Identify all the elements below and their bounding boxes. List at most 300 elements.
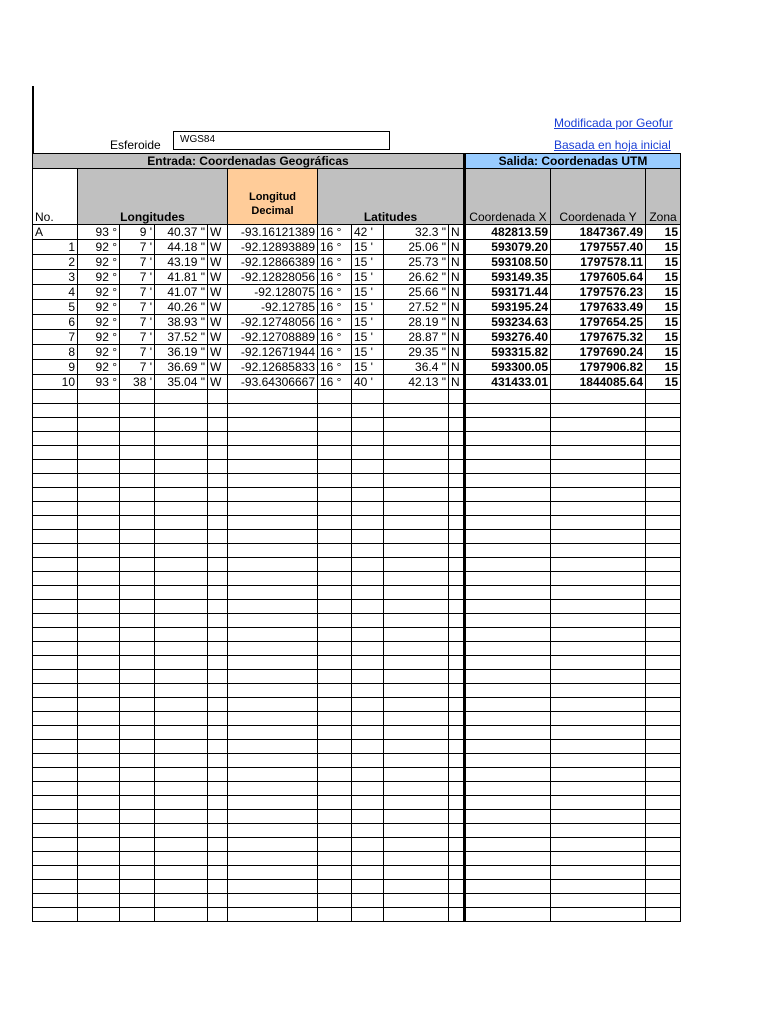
empty-cell[interactable] (318, 418, 352, 432)
empty-cell[interactable] (384, 726, 449, 740)
empty-cell[interactable] (449, 614, 465, 628)
empty-cell[interactable] (78, 530, 120, 544)
empty-cell[interactable] (646, 418, 681, 432)
empty-cell[interactable] (646, 866, 681, 880)
empty-cell[interactable] (352, 404, 384, 418)
empty-cell[interactable] (551, 544, 646, 558)
empty-cell[interactable] (465, 768, 551, 782)
empty-cell[interactable] (465, 628, 551, 642)
cell-coord-y[interactable]: 1797906.82 (551, 360, 646, 375)
empty-cell[interactable] (449, 656, 465, 670)
empty-cell[interactable] (551, 446, 646, 460)
empty-cell[interactable] (33, 390, 78, 404)
empty-cell[interactable] (208, 614, 228, 628)
empty-cell[interactable] (78, 572, 120, 586)
cell-coord-x[interactable]: 593149.35 (465, 270, 551, 285)
cell-lat-deg[interactable]: 16 ° (318, 360, 352, 375)
empty-cell[interactable] (78, 446, 120, 460)
empty-cell[interactable] (646, 642, 681, 656)
cell-lon-deg[interactable]: 93 ° (78, 225, 120, 240)
empty-cell[interactable] (384, 404, 449, 418)
empty-cell[interactable] (551, 782, 646, 796)
empty-cell[interactable] (384, 754, 449, 768)
cell-lon-decimal[interactable]: -92.128075 (228, 285, 318, 300)
cell-lat-dir[interactable]: N (449, 240, 465, 255)
cell-lat-sec[interactable]: 28.19 " (384, 315, 449, 330)
empty-cell[interactable] (228, 824, 318, 838)
empty-cell[interactable] (646, 670, 681, 684)
empty-cell[interactable] (120, 390, 155, 404)
cell-lat-min[interactable]: 15 ' (352, 360, 384, 375)
empty-cell[interactable] (318, 628, 352, 642)
cell-lon-sec[interactable]: 41.07 " (155, 285, 208, 300)
cell-coord-x[interactable]: 593315.82 (465, 345, 551, 360)
cell-lon-deg[interactable]: 92 ° (78, 345, 120, 360)
empty-cell[interactable] (551, 474, 646, 488)
empty-cell[interactable] (318, 488, 352, 502)
empty-cell[interactable] (33, 474, 78, 488)
empty-cell[interactable] (352, 642, 384, 656)
empty-cell[interactable] (208, 628, 228, 642)
cell-lon-dir[interactable]: W (208, 300, 228, 315)
empty-cell[interactable] (155, 488, 208, 502)
empty-cell[interactable] (449, 488, 465, 502)
empty-cell[interactable] (33, 544, 78, 558)
empty-cell[interactable] (551, 740, 646, 754)
empty-cell[interactable] (120, 544, 155, 558)
empty-cell[interactable] (646, 572, 681, 586)
empty-cell[interactable] (551, 572, 646, 586)
empty-cell[interactable] (551, 684, 646, 698)
empty-cell[interactable] (228, 516, 318, 530)
cell-lat-deg[interactable]: 16 ° (318, 315, 352, 330)
empty-cell[interactable] (120, 740, 155, 754)
empty-cell[interactable] (155, 418, 208, 432)
empty-cell[interactable] (120, 824, 155, 838)
empty-cell[interactable] (318, 866, 352, 880)
empty-cell[interactable] (551, 586, 646, 600)
empty-cell[interactable] (78, 516, 120, 530)
empty-cell[interactable] (384, 796, 449, 810)
empty-cell[interactable] (78, 558, 120, 572)
empty-cell[interactable] (465, 530, 551, 544)
empty-cell[interactable] (78, 880, 120, 894)
empty-cell[interactable] (646, 390, 681, 404)
empty-cell[interactable] (208, 782, 228, 796)
cell-lon-decimal[interactable]: -93.16121389 (228, 225, 318, 240)
cell-lon-decimal[interactable]: -92.12708889 (228, 330, 318, 345)
empty-cell[interactable] (78, 502, 120, 516)
empty-cell[interactable] (646, 614, 681, 628)
empty-cell[interactable] (33, 628, 78, 642)
cell-lon-sec[interactable]: 43.19 " (155, 255, 208, 270)
empty-cell[interactable] (384, 656, 449, 670)
empty-cell[interactable] (33, 432, 78, 446)
cell-lat-min[interactable]: 15 ' (352, 240, 384, 255)
empty-cell[interactable] (228, 446, 318, 460)
empty-cell[interactable] (352, 558, 384, 572)
empty-cell[interactable] (352, 530, 384, 544)
empty-cell[interactable] (465, 586, 551, 600)
cell-lat-sec[interactable]: 29.35 " (384, 345, 449, 360)
empty-cell[interactable] (384, 600, 449, 614)
empty-cell[interactable] (465, 502, 551, 516)
empty-cell[interactable] (465, 488, 551, 502)
cell-no[interactable]: 8 (33, 345, 78, 360)
empty-cell[interactable] (646, 852, 681, 866)
cell-lon-sec[interactable]: 44.18 " (155, 240, 208, 255)
empty-cell[interactable] (449, 796, 465, 810)
empty-cell[interactable] (318, 782, 352, 796)
empty-cell[interactable] (78, 656, 120, 670)
empty-cell[interactable] (33, 782, 78, 796)
empty-cell[interactable] (551, 712, 646, 726)
empty-cell[interactable] (318, 390, 352, 404)
empty-cell[interactable] (228, 670, 318, 684)
empty-cell[interactable] (120, 404, 155, 418)
empty-cell[interactable] (155, 642, 208, 656)
cell-lat-deg[interactable]: 16 ° (318, 345, 352, 360)
empty-cell[interactable] (352, 852, 384, 866)
empty-cell[interactable] (384, 530, 449, 544)
empty-cell[interactable] (352, 824, 384, 838)
cell-lon-decimal[interactable]: -92.12685833 (228, 360, 318, 375)
cell-lat-min[interactable]: 15 ' (352, 270, 384, 285)
empty-cell[interactable] (646, 446, 681, 460)
empty-cell[interactable] (228, 488, 318, 502)
empty-cell[interactable] (646, 782, 681, 796)
empty-cell[interactable] (551, 670, 646, 684)
cell-lon-deg[interactable]: 92 ° (78, 300, 120, 315)
empty-cell[interactable] (551, 642, 646, 656)
cell-lon-decimal[interactable]: -92.12785 (228, 300, 318, 315)
empty-cell[interactable] (449, 698, 465, 712)
empty-cell[interactable] (78, 404, 120, 418)
empty-cell[interactable] (120, 642, 155, 656)
empty-cell[interactable] (78, 782, 120, 796)
empty-cell[interactable] (33, 698, 78, 712)
empty-cell[interactable] (318, 810, 352, 824)
empty-cell[interactable] (120, 474, 155, 488)
empty-cell[interactable] (551, 824, 646, 838)
empty-cell[interactable] (155, 558, 208, 572)
cell-coord-x[interactable]: 593171.44 (465, 285, 551, 300)
empty-cell[interactable] (318, 446, 352, 460)
empty-cell[interactable] (120, 558, 155, 572)
empty-cell[interactable] (155, 530, 208, 544)
empty-cell[interactable] (228, 894, 318, 908)
cell-lon-min[interactable]: 7 ' (120, 285, 155, 300)
empty-cell[interactable] (228, 656, 318, 670)
empty-cell[interactable] (318, 432, 352, 446)
empty-cell[interactable] (646, 824, 681, 838)
cell-lon-min[interactable]: 7 ' (120, 270, 155, 285)
empty-cell[interactable] (551, 768, 646, 782)
empty-cell[interactable] (33, 880, 78, 894)
cell-lat-min[interactable]: 15 ' (352, 330, 384, 345)
empty-cell[interactable] (120, 446, 155, 460)
modified-by-link[interactable]: Modificada por Geofur (554, 116, 673, 130)
empty-cell[interactable] (155, 908, 208, 922)
cell-lon-deg[interactable]: 92 ° (78, 285, 120, 300)
empty-cell[interactable] (465, 796, 551, 810)
empty-cell[interactable] (120, 866, 155, 880)
empty-cell[interactable] (646, 488, 681, 502)
empty-cell[interactable] (465, 446, 551, 460)
empty-cell[interactable] (208, 908, 228, 922)
empty-cell[interactable] (318, 530, 352, 544)
empty-cell[interactable] (155, 824, 208, 838)
cell-lon-dir[interactable]: W (208, 270, 228, 285)
empty-cell[interactable] (120, 852, 155, 866)
empty-cell[interactable] (384, 782, 449, 796)
empty-cell[interactable] (155, 432, 208, 446)
cell-lon-sec[interactable]: 36.69 " (155, 360, 208, 375)
cell-lon-dir[interactable]: W (208, 330, 228, 345)
empty-cell[interactable] (78, 838, 120, 852)
cell-lat-min[interactable]: 42 ' (352, 225, 384, 240)
empty-cell[interactable] (352, 880, 384, 894)
empty-cell[interactable] (33, 726, 78, 740)
empty-cell[interactable] (155, 726, 208, 740)
empty-cell[interactable] (465, 810, 551, 824)
cell-zone[interactable]: 15 (646, 285, 681, 300)
empty-cell[interactable] (208, 768, 228, 782)
empty-cell[interactable] (646, 894, 681, 908)
empty-cell[interactable] (228, 908, 318, 922)
empty-cell[interactable] (465, 880, 551, 894)
empty-cell[interactable] (208, 460, 228, 474)
empty-cell[interactable] (465, 698, 551, 712)
empty-cell[interactable] (78, 866, 120, 880)
empty-cell[interactable] (318, 614, 352, 628)
cell-lat-dir[interactable]: N (449, 330, 465, 345)
cell-lon-decimal[interactable]: -92.12866389 (228, 255, 318, 270)
cell-lon-deg[interactable]: 92 ° (78, 330, 120, 345)
cell-lat-dir[interactable]: N (449, 300, 465, 315)
empty-cell[interactable] (465, 642, 551, 656)
cell-lat-deg[interactable]: 16 ° (318, 270, 352, 285)
empty-cell[interactable] (318, 684, 352, 698)
empty-cell[interactable] (33, 642, 78, 656)
empty-cell[interactable] (208, 390, 228, 404)
empty-cell[interactable] (449, 838, 465, 852)
empty-cell[interactable] (120, 894, 155, 908)
empty-cell[interactable] (208, 516, 228, 530)
empty-cell[interactable] (384, 908, 449, 922)
empty-cell[interactable] (155, 866, 208, 880)
empty-cell[interactable] (120, 432, 155, 446)
empty-cell[interactable] (449, 726, 465, 740)
cell-no[interactable]: 2 (33, 255, 78, 270)
cell-lon-deg[interactable]: 92 ° (78, 240, 120, 255)
empty-cell[interactable] (78, 810, 120, 824)
empty-cell[interactable] (465, 838, 551, 852)
empty-cell[interactable] (465, 824, 551, 838)
empty-cell[interactable] (352, 460, 384, 474)
cell-coord-y[interactable]: 1797605.64 (551, 270, 646, 285)
empty-cell[interactable] (155, 782, 208, 796)
empty-cell[interactable] (33, 418, 78, 432)
empty-cell[interactable] (384, 824, 449, 838)
empty-cell[interactable] (449, 894, 465, 908)
empty-cell[interactable] (78, 894, 120, 908)
empty-cell[interactable] (465, 474, 551, 488)
empty-cell[interactable] (228, 586, 318, 600)
cell-lat-min[interactable]: 40 ' (352, 375, 384, 390)
empty-cell[interactable] (384, 838, 449, 852)
empty-cell[interactable] (228, 810, 318, 824)
empty-cell[interactable] (78, 544, 120, 558)
empty-cell[interactable] (646, 530, 681, 544)
empty-cell[interactable] (352, 614, 384, 628)
cell-zone[interactable]: 15 (646, 315, 681, 330)
empty-cell[interactable] (318, 586, 352, 600)
empty-cell[interactable] (646, 516, 681, 530)
cell-coord-x[interactable]: 431433.01 (465, 375, 551, 390)
empty-cell[interactable] (318, 656, 352, 670)
empty-cell[interactable] (228, 726, 318, 740)
cell-lat-min[interactable]: 15 ' (352, 300, 384, 315)
empty-cell[interactable] (155, 894, 208, 908)
cell-no[interactable]: 9 (33, 360, 78, 375)
empty-cell[interactable] (78, 586, 120, 600)
empty-cell[interactable] (228, 530, 318, 544)
empty-cell[interactable] (449, 502, 465, 516)
empty-cell[interactable] (155, 586, 208, 600)
empty-cell[interactable] (318, 754, 352, 768)
empty-cell[interactable] (318, 908, 352, 922)
empty-cell[interactable] (155, 838, 208, 852)
empty-cell[interactable] (465, 866, 551, 880)
cell-lon-deg[interactable]: 92 ° (78, 315, 120, 330)
empty-cell[interactable] (155, 852, 208, 866)
empty-cell[interactable] (646, 586, 681, 600)
cell-zone[interactable]: 15 (646, 225, 681, 240)
empty-cell[interactable] (551, 796, 646, 810)
empty-cell[interactable] (551, 390, 646, 404)
empty-cell[interactable] (465, 516, 551, 530)
cell-zone[interactable]: 15 (646, 375, 681, 390)
empty-cell[interactable] (208, 600, 228, 614)
empty-cell[interactable] (465, 712, 551, 726)
empty-cell[interactable] (384, 544, 449, 558)
empty-cell[interactable] (352, 684, 384, 698)
empty-cell[interactable] (208, 838, 228, 852)
empty-cell[interactable] (384, 768, 449, 782)
empty-cell[interactable] (318, 404, 352, 418)
empty-cell[interactable] (120, 908, 155, 922)
empty-cell[interactable] (120, 628, 155, 642)
empty-cell[interactable] (120, 488, 155, 502)
cell-coord-y[interactable]: 1844085.64 (551, 375, 646, 390)
cell-lon-dir[interactable]: W (208, 225, 228, 240)
empty-cell[interactable] (78, 432, 120, 446)
empty-cell[interactable] (120, 614, 155, 628)
empty-cell[interactable] (78, 726, 120, 740)
empty-cell[interactable] (352, 502, 384, 516)
cell-lat-min[interactable]: 15 ' (352, 315, 384, 330)
empty-cell[interactable] (384, 810, 449, 824)
empty-cell[interactable] (646, 600, 681, 614)
empty-cell[interactable] (384, 572, 449, 586)
empty-cell[interactable] (384, 460, 449, 474)
cell-zone[interactable]: 15 (646, 255, 681, 270)
empty-cell[interactable] (384, 866, 449, 880)
empty-cell[interactable] (228, 390, 318, 404)
cell-lat-dir[interactable]: N (449, 285, 465, 300)
empty-cell[interactable] (318, 642, 352, 656)
empty-cell[interactable] (449, 684, 465, 698)
empty-cell[interactable] (449, 810, 465, 824)
empty-cell[interactable] (33, 852, 78, 866)
cell-lat-dir[interactable]: N (449, 255, 465, 270)
empty-cell[interactable] (120, 768, 155, 782)
empty-cell[interactable] (228, 418, 318, 432)
cell-lat-min[interactable]: 15 ' (352, 345, 384, 360)
empty-cell[interactable] (208, 810, 228, 824)
empty-cell[interactable] (465, 614, 551, 628)
empty-cell[interactable] (208, 866, 228, 880)
empty-cell[interactable] (78, 824, 120, 838)
cell-lat-dir[interactable]: N (449, 225, 465, 240)
cell-coord-x[interactable]: 593234.63 (465, 315, 551, 330)
empty-cell[interactable] (465, 670, 551, 684)
empty-cell[interactable] (551, 516, 646, 530)
empty-cell[interactable] (646, 880, 681, 894)
empty-cell[interactable] (208, 880, 228, 894)
cell-lat-dir[interactable]: N (449, 315, 465, 330)
empty-cell[interactable] (120, 726, 155, 740)
empty-cell[interactable] (78, 684, 120, 698)
empty-cell[interactable] (352, 656, 384, 670)
cell-no[interactable]: 7 (33, 330, 78, 345)
cell-lon-decimal[interactable]: -92.12671944 (228, 345, 318, 360)
empty-cell[interactable] (78, 908, 120, 922)
empty-cell[interactable] (352, 670, 384, 684)
empty-cell[interactable] (465, 432, 551, 446)
cell-lon-decimal[interactable]: -92.12748056 (228, 315, 318, 330)
empty-cell[interactable] (551, 894, 646, 908)
empty-cell[interactable] (646, 628, 681, 642)
empty-cell[interactable] (33, 838, 78, 852)
cell-zone[interactable]: 15 (646, 240, 681, 255)
empty-cell[interactable] (384, 740, 449, 754)
empty-cell[interactable] (208, 502, 228, 516)
cell-zone[interactable]: 15 (646, 300, 681, 315)
empty-cell[interactable] (318, 670, 352, 684)
empty-cell[interactable] (352, 768, 384, 782)
empty-cell[interactable] (208, 474, 228, 488)
cell-coord-y[interactable]: 1797557.40 (551, 240, 646, 255)
empty-cell[interactable] (318, 726, 352, 740)
empty-cell[interactable] (208, 572, 228, 586)
cell-lon-sec[interactable]: 36.19 " (155, 345, 208, 360)
empty-cell[interactable] (551, 530, 646, 544)
empty-cell[interactable] (352, 586, 384, 600)
empty-cell[interactable] (551, 852, 646, 866)
empty-cell[interactable] (646, 726, 681, 740)
empty-cell[interactable] (465, 726, 551, 740)
empty-cell[interactable] (465, 460, 551, 474)
empty-cell[interactable] (318, 698, 352, 712)
cell-no[interactable]: 6 (33, 315, 78, 330)
empty-cell[interactable] (155, 698, 208, 712)
empty-cell[interactable] (120, 530, 155, 544)
empty-cell[interactable] (33, 502, 78, 516)
empty-cell[interactable] (646, 810, 681, 824)
empty-cell[interactable] (78, 488, 120, 502)
